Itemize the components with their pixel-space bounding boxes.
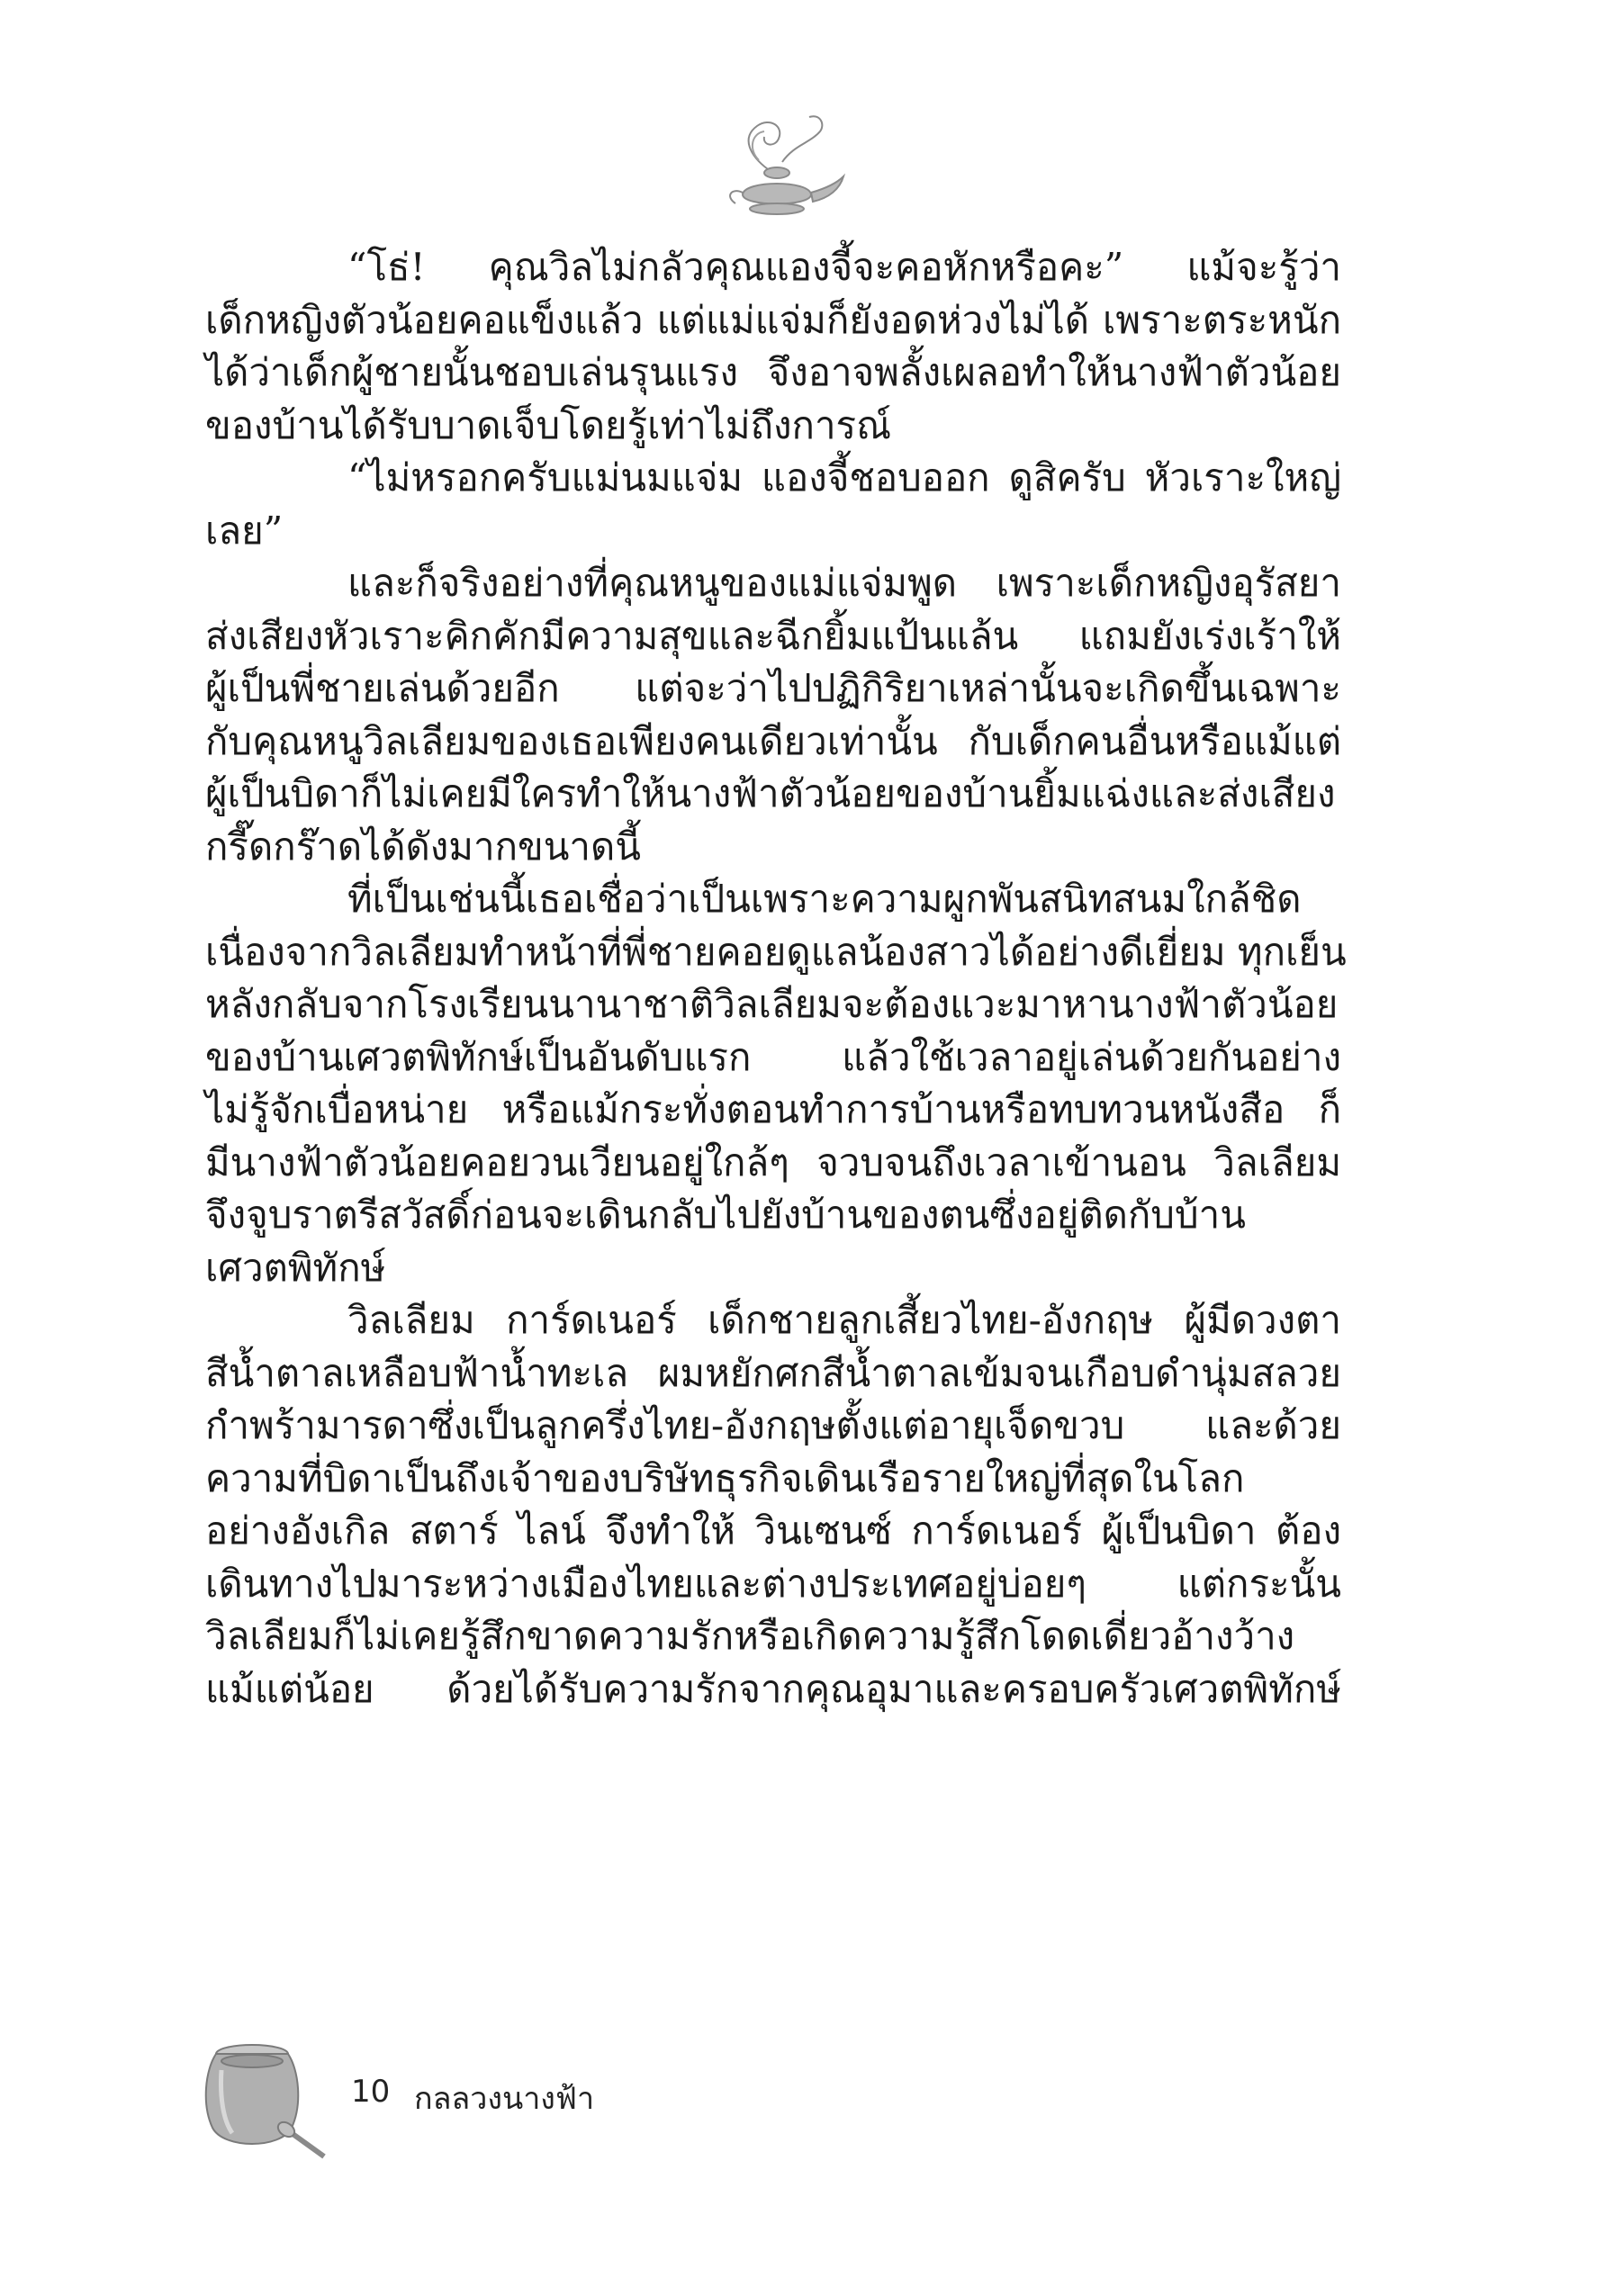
text-line: เศวตพิทักษ์ [205, 1245, 386, 1290]
text-line: เลย” [205, 508, 284, 553]
text-line: กับคุณหนูวิลเลียมของเธอเพียงคนเดียวเท่านั้น กับเด็กคนอื่นหรือแม้แต่ [205, 718, 1341, 763]
text-line: เนื่องจากวิลเลียมทำหน้าที่พี่ชายคอยดูแลน้องสาวได้อย่างดีเยี่ยม ทุกเย็น [205, 929, 1347, 974]
text-line: ของบ้านได้รับบาดเจ็บโดยรู้เท่าไม่ถึงการณ์ [205, 402, 892, 447]
text-line: มีนางฟ้าตัวน้อยคอยวนเวียนอยู่ใกล้ๆ จวบจนถึงเวลาเข้านอน วิลเลียม [205, 1139, 1341, 1184]
book-title: กลลวงนางฟ้า [414, 2081, 595, 2117]
text-line: ได้ว่าเด็กผู้ชายนั้นชอบเล่นรุนแรง จึงอาจพลั้งเผลอทำให้นางฟ้าตัวน้อย [205, 350, 1341, 394]
page-number: 10 [351, 2074, 391, 2110]
text-line: “ไม่หรอกครับแม่นมแจ่ม แองจี้ชอบออก ดูสิครับ หัวเราะใหญ่ [347, 455, 1341, 500]
text-line: ไม่รู้จักเบื่อหน่าย หรือแม้กระทั่งตอนทำการบ้านหรือทบทวนหนังสือ ก็ [205, 1087, 1341, 1131]
text-line: ผู้เป็นบิดาก็ไม่เคยมีใครทำให้นางฟ้าตัวน้อยของบ้านยิ้มแฉ่งและส่งเสียง [205, 771, 1336, 815]
text-line: ความที่บิดาเป็นถึงเจ้าของบริษัทธุรกิจเดินเรือรายใหญ่ที่สุดในโลก [205, 1455, 1245, 1500]
honey-pot-icon [189, 2034, 333, 2165]
genie-lamp-icon [705, 106, 849, 232]
page-footer [0, 2034, 1605, 2169]
text-line: สีน้ำตาลเหลือบฟ้าน้ำทะเล ผมหยักศกสีน้ำตาลเข้มจนเกือบดำนุ่มสลวย [205, 1350, 1341, 1395]
text-line: ส่งเสียงหัวเราะคิกคักมีความสุขและฉีกยิ้มแป้นแล้น แถมยังเร่งเร้าให้ [205, 613, 1341, 658]
text-line: แม้แต่น้อย ด้วยได้รับความรักจากคุณอุมาและครอบครัวเศวตพิทักษ์ [205, 1666, 1341, 1711]
text-line: เดินทางไปมาระหว่างเมืองไทยและต่างประเทศอยู่บ่อยๆ แต่กระนั้น [205, 1561, 1341, 1606]
text-line: วิลเลียม การ์ดเนอร์ เด็กชายลูกเสี้ยวไทย-อังกฤษ ผู้มีดวงตา [347, 1298, 1341, 1342]
text-line: เด็กหญิงตัวน้อยคอแข็งแล้ว แต่แม่แจ่มก็ยังอดห่วงไม่ได้ เพราะตระหนัก [205, 297, 1341, 342]
text-line: ของบ้านเศวตพิทักษ์เป็นอันดับแรก แล้วใช้เวลาอยู่เล่นด้วยกันอย่าง [205, 1034, 1341, 1079]
text-line: ผู้เป็นพี่ชายเล่นด้วยอีก แต่จะว่าไปปฏิกิริยาเหล่านั้นจะเกิดขึ้นเฉพาะ [205, 666, 1341, 710]
text-line: กรี๊ดกร๊าดได้ดังมากขนาดนี้ [205, 824, 641, 869]
text-line: หลังกลับจากโรงเรียนนานาชาติวิลเลียมจะต้องแวะมาหานางฟ้าตัวน้อย [205, 982, 1339, 1026]
body-text [205, 241, 1347, 1715]
text-line: กำพร้ามารดาซึ่งเป็นลูกครึ่งไทย-อังกฤษตั้งแต่อายุเจ็ดขวบ และด้วย [205, 1403, 1341, 1447]
text-line: “โธ่! คุณวิลไม่กลัวคุณแองจี้จะคอหักหรือคะ” แม้จะรู้ว่า [347, 245, 1341, 289]
text-line: และก็จริงอย่างที่คุณหนูของแม่แจ่มพูด เพราะเด็กหญิงอุรัสยา [347, 561, 1341, 605]
text-line: อย่างอังเกิล สตาร์ ไลน์ จึงทำให้ วินเซนซ์ การ์ดเนอร์ ผู้เป็นบิดา ต้อง [205, 1508, 1341, 1553]
text-line: วิลเลียมก็ไม่เคยรู้สึกขาดความรักหรือเกิดความรู้สึกโดดเดี่ยวอ้างว้าง [205, 1614, 1295, 1658]
text-line: จึงจูบราตรีสวัสดิ์ก่อนจะเดินกลับไปยังบ้านของตนซึ่งอยู่ติดกับบ้าน [205, 1193, 1246, 1237]
text-line: ที่เป็นเช่นนี้เธอเชื่อว่าเป็นเพราะความผูกพันสนิทสนมใกล้ชิด [347, 877, 1302, 921]
